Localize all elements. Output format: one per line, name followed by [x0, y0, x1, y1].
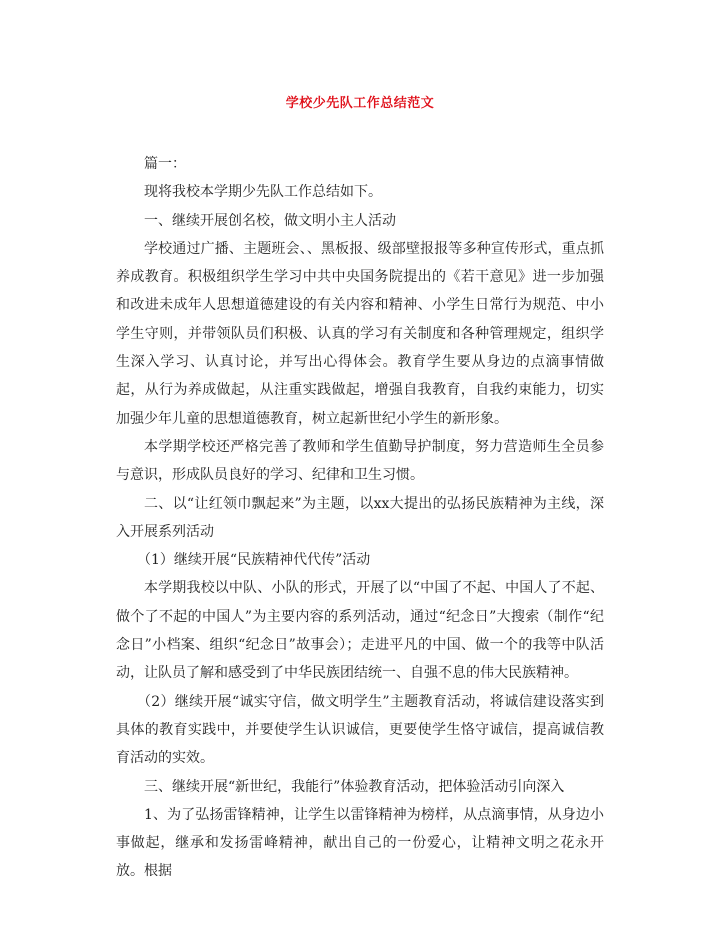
section-heading-two: 二、以“让红领巾飘起来”为主题，以xx大提出的弘扬民族精神为主线，深入开展系列活动	[116, 495, 604, 540]
paragraph-body: 本学期我校以中队、小队的形式，开展了以“中国了不起、中国人了不起、做个了不起的中国人”为主要内容的系列活动，通过“纪念日”大搜索（制作“纪念日”小档案、组织“纪念日”故事会）；走进平凡的中国、做一个的我等中队活动，让队员了解和感受到了中华民族团结统一、自强不息的伟大民族精神。	[116, 580, 604, 682]
paragraph-body: 1、为了弘扬雷锋精神，让学生以雷锋精神为榜样，从点滴事情，从身边小事做起，继承和发扬雷峰精神，献出自己的一份爱心，让精神文明之花永开放。根据	[116, 806, 604, 880]
subsection-paragraph-2: （2）继续开展“诚实守信，做文明学生”主题教育活动，将诚信建设落实到具体的教育实践中，并要使学生认识诚信，更要使学生恪守诚信，提高诚信教育活动的实效。	[116, 693, 604, 767]
paragraph-body: 本学期学校还严格完善了教师和学生值勤导护制度，努力营造师生全员参与意识，形成队员良好的学习、纪律和卫生习惯。	[116, 438, 604, 484]
paragraph-heading-part-one: 篇一：	[144, 156, 186, 172]
document-title: 学校少先队工作总结范文	[285, 96, 435, 111]
subsection-heading-1: （1）继续开展“民族精神代代传”活动	[137, 552, 371, 569]
section-heading-three: 三、继续开展“新世纪，我能行”体验教育活动，把体验活动引向深入	[144, 778, 565, 795]
section-heading-one: 一、继续开展创名校，做文明小主人活动	[144, 212, 396, 229]
paragraph-body: 学校通过广播、主题班会、、黑板报、级部壁报报等多种宣传形式，重点抓养成教育。积极组织学生学习中共中央国务院提出的《若干意见》进一步加强和改进未成年人思想道德建设的有关内容和精神、小学生日常行为规范、中小学生守则，并带领队员们积极、认真的学习有关制度和各种管理规定，组织学生深入学习、认真讨论，并写出心得体会。教育学生要从身边的点滴事情做起，从行为养成做起，从注重实践做起，增强自我教育，自我约束能力，切实加强少年儿童的思想道德教育，树立起新世纪小学生的新形象。	[116, 240, 604, 427]
document-body	[116, 150, 604, 886]
paragraph-intro: 现将我校本学期少先队工作总结如下。	[144, 184, 382, 201]
